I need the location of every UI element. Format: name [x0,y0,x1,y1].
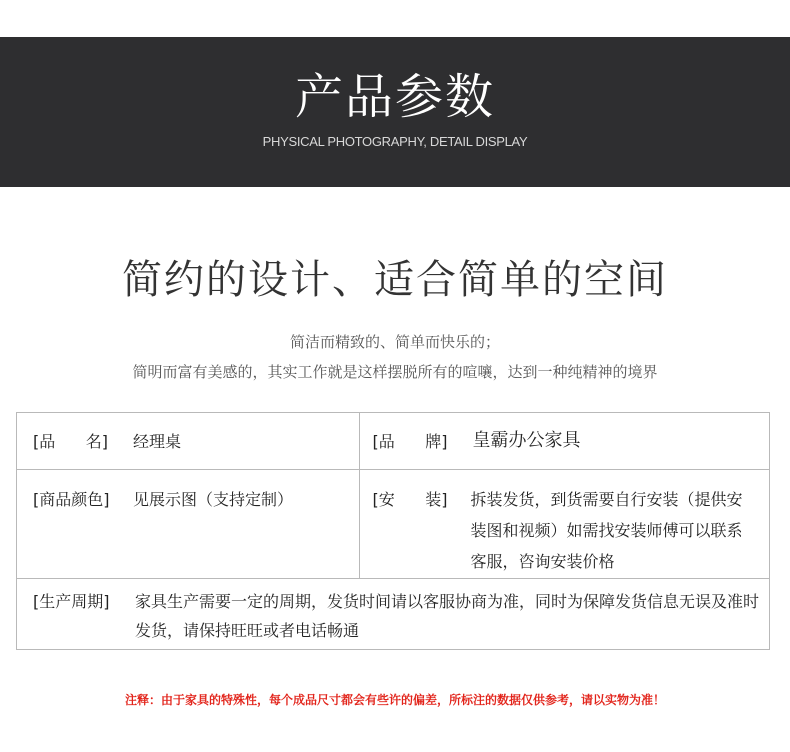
param-brand-value: 皇霸办公家具 [472,430,581,451]
intro-line-2: 简明而富有美感的，其实工作就是这样摆脱所有的喧嚷，达到一种纯精神的境界 [132,363,658,381]
intro-line-1: 简洁而精致的、简单而快乐的； [289,333,500,351]
param-install-label: [安 装] [372,490,448,509]
footnote-note: 注释：由于家具的特殊性，每个成品尺寸都会有些许的偏差，所标注的数据仅供参考，请以实物为准！ [124,693,665,707]
param-install-value: 拆装发货，到货需要自行安装（提供安装图和视频）如需找安装师傅可以联系客服，咨询安装价格 [470,490,743,571]
parameter-table [16,412,770,650]
table-row [17,579,770,650]
param-name-value: 经理桌 [133,432,182,451]
param-cycle-label: [生产周期] [33,592,110,611]
intro-headline: 简约的设计、适合简单的空间 [122,257,668,303]
param-name-cell [17,413,360,470]
banner-subtitle: PHYSICAL PHOTOGRAPHY, DETAIL DISPLAY [262,134,528,149]
table-row [17,413,770,470]
param-cycle-cell [17,579,770,650]
param-cycle-value: 家具生产需要一定的周期，发货时间请以客服协商为准，同时为保障发货信息无误及准时发货，请保持旺旺或者电话畅通 [135,592,760,640]
param-name-label: [品 名] [33,432,109,451]
banner-title: 产品参数 [294,69,495,125]
param-install-cell [360,470,770,579]
param-brand-label: [品 牌] [372,432,448,451]
param-brand-cell [360,413,770,470]
param-color-cell [17,470,360,579]
param-color-value: 见展示图（支持定制） [133,490,294,509]
param-color-label: [商品颜色] [33,490,110,509]
table-row [17,470,770,579]
